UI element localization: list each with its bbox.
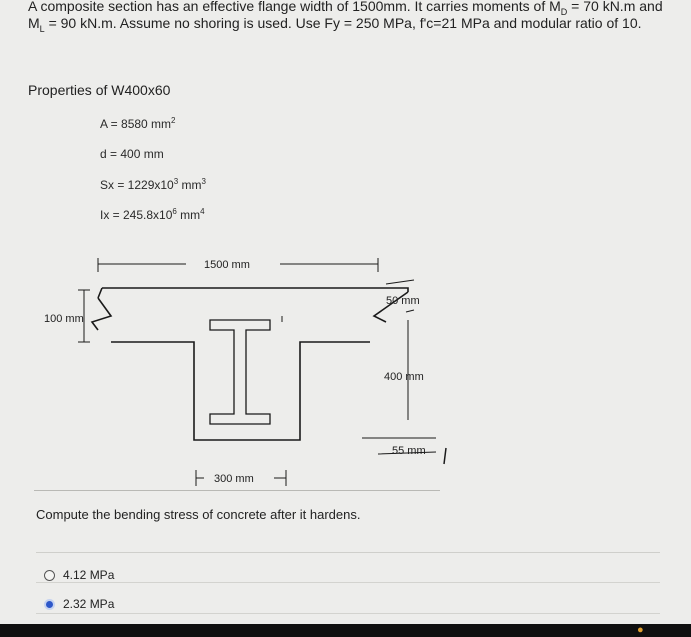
dim-label-400: 400 mm <box>384 371 424 383</box>
question-part: M <box>28 15 40 31</box>
ix-value: Ix = 245.8x10 <box>100 208 173 222</box>
taskbar <box>0 624 691 637</box>
steel-top-flange <box>210 320 270 424</box>
question-prompt: Compute the bending stress of concrete after it hardens. <box>36 507 361 522</box>
area-value: A = 8580 mm <box>100 117 172 131</box>
sx-unit: mm <box>178 178 202 192</box>
dim-label-300: 300 mm <box>214 473 254 485</box>
dim-label-100: 100 mm <box>44 313 84 325</box>
dim-label-55: 55 mm <box>392 445 426 457</box>
dim-line-bottom-right <box>444 448 446 464</box>
ix-unit-exponent: 4 <box>200 207 205 216</box>
option-1[interactable] <box>44 568 114 582</box>
ix-exponent: 6 <box>172 207 177 216</box>
property-moment-of-inertia <box>100 207 205 222</box>
properties-title: Properties of W400x60 <box>28 82 171 98</box>
radio-button-option-2-selected[interactable] <box>44 599 55 610</box>
question-text-line2 <box>28 15 642 34</box>
property-depth <box>100 147 164 161</box>
radio-button-option-1[interactable] <box>44 570 55 581</box>
area-exponent: 2 <box>171 116 176 125</box>
question-part: = 70 kN.m and <box>567 0 663 14</box>
depth-value: d = 400 mm <box>100 147 164 161</box>
question-part: = 90 kN.m. Assume no shoring is used. Use Fy = 250 MPa, f'c=21 MPa and modular ratio of 10. <box>44 15 642 31</box>
options-divider-top <box>36 552 660 553</box>
haunch-outline <box>111 342 370 440</box>
option-2[interactable] <box>44 597 114 611</box>
composite-section-figure <box>36 250 456 490</box>
taskbar-app-icon[interactable]: ● <box>637 624 644 636</box>
option-1-label: 4.12 MPa <box>63 568 115 582</box>
ml-subscript: L <box>39 23 45 34</box>
options-divider-middle <box>36 582 660 583</box>
md-subscript: D <box>560 6 568 17</box>
figure-divider <box>34 490 440 491</box>
sx-exponent: 3 <box>173 177 179 186</box>
slab-outline <box>102 288 408 292</box>
question-part: A composite section has an effective flange width of 1500mm. It carries moments of M <box>28 0 561 14</box>
sx-value: Sx = 1229x10 <box>100 178 174 192</box>
options-divider-bottom <box>36 613 660 614</box>
dim-label-50: 50 mm <box>386 295 420 307</box>
ix-unit: mm <box>176 208 201 222</box>
property-section-modulus <box>100 177 206 192</box>
sx-unit-exponent: 3 <box>201 177 206 186</box>
property-area <box>100 116 176 131</box>
option-2-label: 2.32 MPa <box>63 597 115 611</box>
slab-left-end <box>92 288 111 330</box>
dim-label-1500: 1500 mm <box>204 259 250 271</box>
